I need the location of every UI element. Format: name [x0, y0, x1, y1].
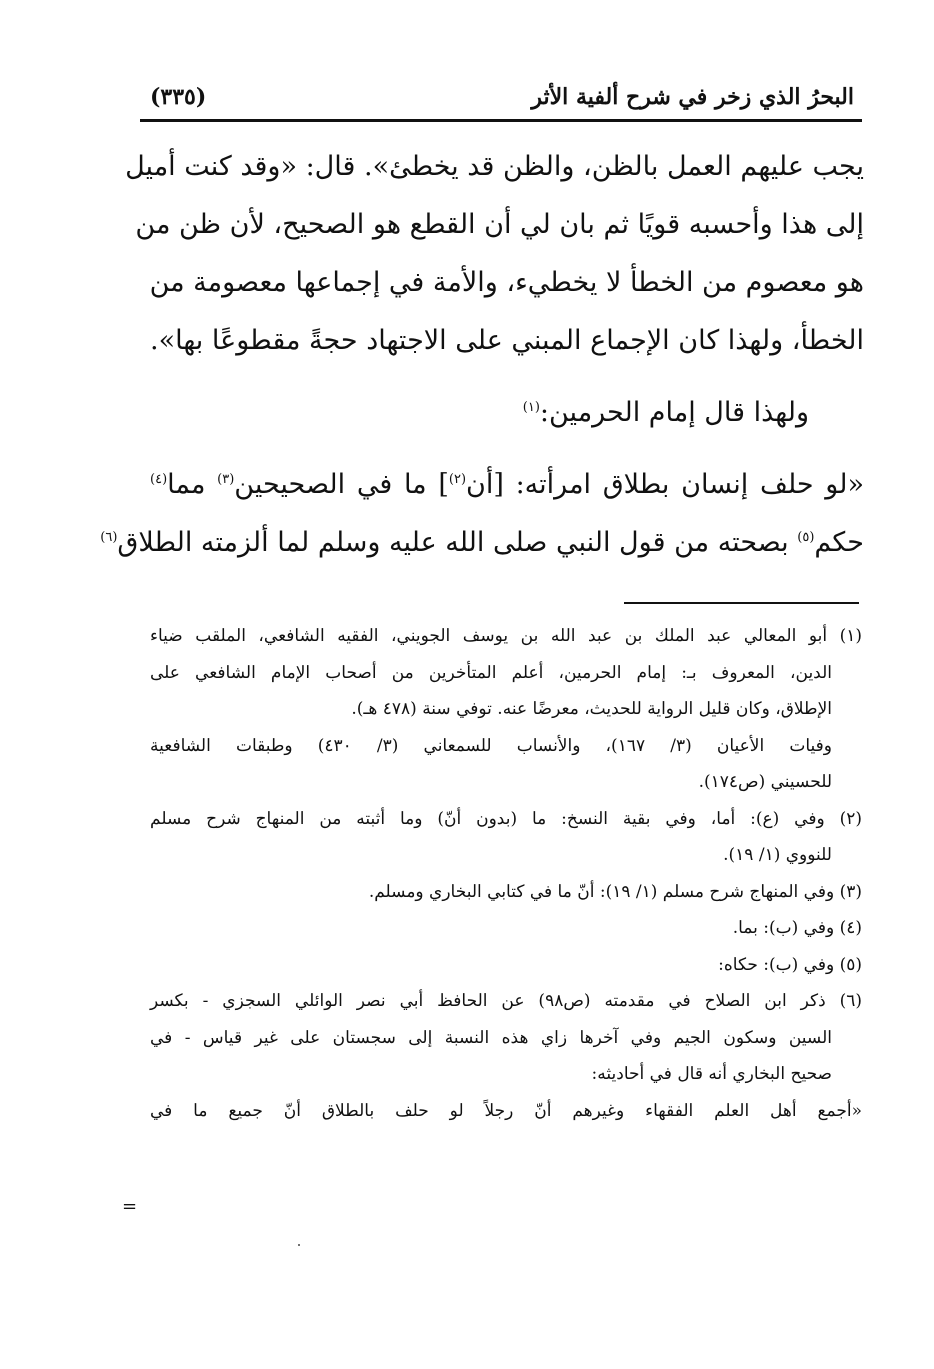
footnote-line: (٤) وفي (ب): بما. — [732, 918, 862, 938]
running-header — [150, 78, 854, 118]
quote-line — [150, 456, 864, 514]
footnote-ref: (٥) — [797, 530, 815, 545]
footnote-line: وفيات الأعيان (٣/ ١٦٧)، والأنساب للسمعاني (٣/ ٤٣٠) وطبقات الشافعية — [150, 735, 832, 756]
body-line-imam — [150, 384, 864, 442]
footnote-ref: (٢) — [448, 472, 467, 487]
footnote-ref: (٣) — [217, 472, 235, 487]
scan-speck — [298, 1244, 300, 1246]
footnotes — [150, 618, 862, 1129]
body-line: الخطأ، ولهذا كان الإجماع المبني على الاجتهاد حجةً مقطوعًا بها». — [150, 325, 864, 356]
quote-text: بصحته من قول النبي صلى الله عليه وسلم لما ألزمته الطلاق — [117, 527, 798, 558]
body-line: إلى هذا وأحسبه قويًا ثم بان لي أن القطع هو الصحيح، لأن ظن من — [135, 209, 864, 240]
footnote-line: للنووي (١/ ١٩). — [723, 845, 832, 865]
quote-line — [100, 514, 864, 572]
quote-text: «لو حلف إنسان بطلاق امرأته: [أن — [466, 469, 864, 500]
footnote-ref: (٦) — [100, 530, 118, 545]
footnote-line: (٦) ذكر ابن الصلاح في مقدمته (ص٩٨) عن الحافظ أبي نصر الوائلي السجزي - بكسر — [150, 991, 862, 1011]
footnote-ref: (٤) — [150, 472, 168, 487]
footnote-line: (٣) وفي المنهاج شرح مسلم (١/ ١٩): أنّ ما في كتابي البخاري ومسلم. — [368, 881, 862, 902]
body-line: يجب عليهم العمل بالظن، والظن قد يخطئ». قال: «وقد كنت أميل — [125, 151, 864, 182]
running-title: البحرُ الذي زخر في شرح ألفية الأثر — [531, 84, 854, 110]
footnote-ref: (١) — [522, 400, 540, 415]
footnote-separator — [624, 602, 859, 604]
body-line: هو معصوم من الخطأ لا يخطيء، والأمة في إجماعها معصومة من — [149, 267, 864, 298]
footnote-line: صحيح البخاري أنه قال في أحاديثه: — [591, 1064, 832, 1084]
header-rule — [140, 119, 862, 122]
footnote-line: (٥) وفي (ب): حكاه: — [718, 954, 862, 975]
quote-text: حكم — [814, 527, 864, 558]
footnote-line: (١) أبو المعالي عبد الملك بن عبد الله بن يوسف الجويني، الفقيه الشافعي، الملقب ضياء — [150, 626, 862, 646]
footnote-line: (٢) وفي (ع): أما، وفي بقية النسخ: ما (بدون أنّ) وما أثبته من المنهاج شرح مسلم — [150, 808, 862, 829]
footnote-line: «أجمع أهل العلم الفقهاء وغيرهم أنّ رجلاً لو حلف بالطلاق أنّ جميع ما في — [150, 1100, 862, 1121]
footnote-line: للحسيني (ص١٧٤). — [698, 772, 832, 792]
continuation-mark: = — [122, 1196, 138, 1217]
footnote-line: السين وسكون الجيم وفي آخرها زاي هذه النسبة إلى سجستان على غير قياس - في — [150, 1027, 832, 1048]
quote-text: ] ما في الصحيحين — [234, 469, 449, 500]
footnote-line: الدين، المعروف بـ: إمام الحرمين، أعلم المتأخرين من أصحاب الإمام الشافعي على — [150, 662, 832, 683]
main-text — [100, 138, 864, 572]
page-number: (٣٣٥) — [150, 84, 207, 110]
quote-text: مما — [167, 469, 218, 500]
imam-text: ولهذا قال إمام الحرمين: — [539, 397, 809, 428]
footnote-line: الإطلاق، وكان قليل الرواية للحديث، معرضًا عنه. توفي سنة (٤٧٨ هـ). — [351, 699, 832, 719]
